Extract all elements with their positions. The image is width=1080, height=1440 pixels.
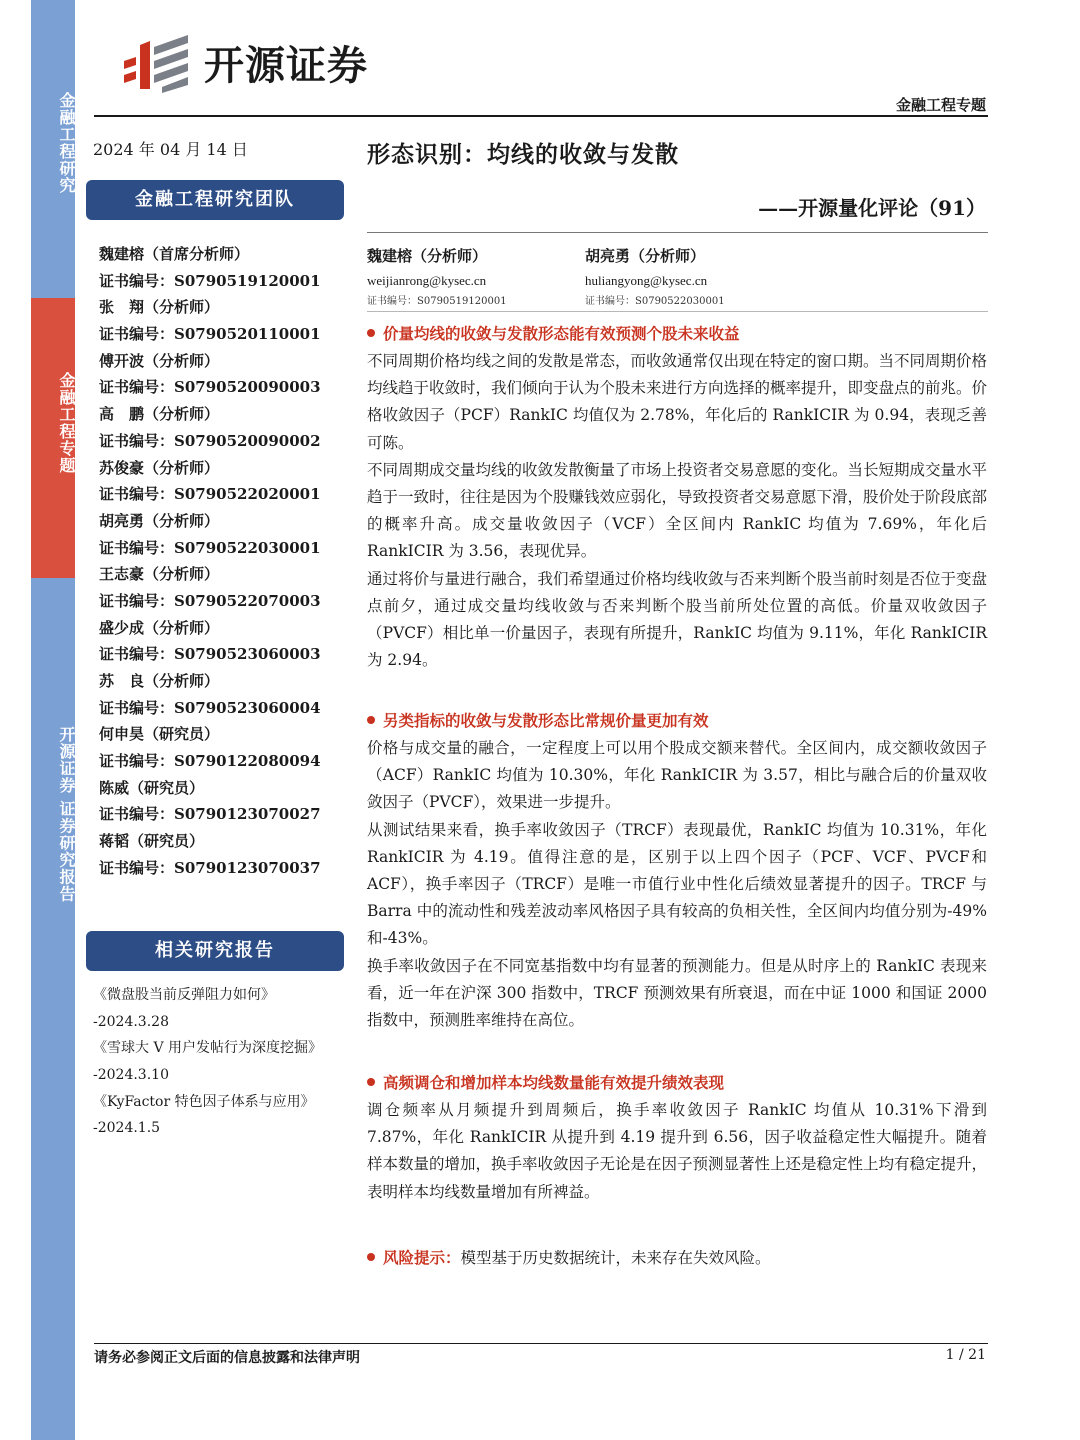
risk-note bbox=[367, 1244, 987, 1272]
related-report-date: -2024.3.10 bbox=[93, 1067, 169, 1084]
side-label-research: 金融工程研究 bbox=[57, 92, 76, 194]
team-member: 魏建榕（首席分析师） bbox=[99, 245, 250, 263]
author-email[interactable]: huliangyong@kysec.cn bbox=[585, 273, 708, 288]
team-member-cert: 证书编号：S0790523060004 bbox=[99, 698, 321, 717]
team-member-cert: 证书编号：S0790520090002 bbox=[99, 431, 321, 450]
author-card bbox=[585, 243, 725, 311]
header-divider bbox=[94, 115, 988, 117]
report-subtitle: ——开源量化评论（91） bbox=[758, 196, 986, 220]
section-paragraph: 不同周期价格均线之间的发散是常态，而收敛通常仅出现在特定的窗口期。当不同周期价格均线趋于收敛时，我们倾向于认为个股未来进行方向选择的概率提升，即变盘点的前兆。价格收敛因子（PCF）RankIC 均值仅为 2.78%，年化后的 RankICIR 为 0.94，表现乏善可陈。 bbox=[367, 352, 988, 452]
team-member-cert: 证书编号：S0790522020001 bbox=[99, 485, 321, 504]
section-paragraph: 从测试结果来看，换手率收敛因子（TRCF）表现最优，RankIC 均值为 10.31%，年化 RankICIR 为 4.19。值得注意的是，区别于以上四个因子（PCF、VCF、PVCF和 ACF），换手率因子（TRCF）是唯一市值行业中性化后绩效显著提升的因子。TRCF 与 Barra 中的流动性和残差波动率风格因子具有较高的负相关性，全区间内均值分别为-49%和-43%。 bbox=[367, 820, 987, 948]
report-date: 2024 年 04 月 14 日 bbox=[93, 140, 248, 159]
side-strip-bottom bbox=[31, 578, 75, 1440]
side-strip-mid bbox=[31, 298, 75, 578]
team-member-cert: 证书编号：S0790520110001 bbox=[99, 325, 321, 344]
summary-section bbox=[367, 320, 987, 674]
related-report-link[interactable]: 《微盘股当前反弹阻力如何》 bbox=[93, 987, 275, 1003]
author-name: 魏建榕（分析师） bbox=[367, 247, 488, 265]
team-member: 胡亮勇（分析师） bbox=[99, 511, 220, 530]
team-member-cert: 证书编号：S0790522070003 bbox=[99, 591, 321, 610]
related-banner: 相关研究报告 bbox=[86, 931, 344, 971]
author-cert: 证书编号：S0790519120001 bbox=[367, 296, 507, 307]
header-tag: 金融工程专题 bbox=[895, 96, 986, 114]
brand-name: 开源证券 bbox=[204, 42, 368, 89]
title-divider bbox=[367, 232, 988, 233]
team-member-cert: 证书编号：S0790522030001 bbox=[99, 538, 321, 557]
report-title: 形态识别：均线的收敛与发散 bbox=[367, 141, 679, 168]
team-member-cert: 证书编号：S0790123070027 bbox=[99, 805, 321, 824]
team-member: 蒋韬（研究员） bbox=[99, 832, 205, 851]
summary-section bbox=[367, 1069, 987, 1206]
team-member: 张 翔（分析师） bbox=[99, 298, 220, 317]
author-divider bbox=[367, 311, 988, 312]
team-member: 王志豪（分析师） bbox=[99, 565, 220, 584]
team-list bbox=[99, 241, 349, 882]
team-member: 高 鹏（分析师） bbox=[99, 405, 220, 424]
team-member: 苏俊豪（分析师） bbox=[99, 458, 220, 477]
team-banner: 金融工程研究团队 bbox=[86, 180, 344, 220]
section-heading: 高频调仓和增加样本均线数量能有效提升绩效表现 bbox=[367, 1069, 987, 1097]
risk-section bbox=[367, 1244, 987, 1272]
risk-text: 模型基于历史数据统计，未来存在失效风险。 bbox=[460, 1249, 771, 1267]
team-member: 何申昊（研究员） bbox=[99, 725, 220, 744]
bullet-icon bbox=[367, 1078, 375, 1086]
bullet-icon bbox=[367, 716, 375, 724]
author-email[interactable]: weijianrong@kysec.cn bbox=[367, 273, 487, 288]
side-label-report: 开源证券 证券研究报告 bbox=[57, 726, 76, 903]
section-paragraph: 价格与成交量的融合，一定程度上可以用个股成交额来替代。全区间内，成交额收敛因子（ACF）RankIC 均值为 10.30%，年化 RankICIR 为 3.57，相比与融合后的价量双收敛因子（PVCF），效果进一步提升。 bbox=[367, 739, 987, 812]
author-name: 胡亮勇（分析师） bbox=[585, 247, 706, 265]
side-label-topic: 金融工程专题 bbox=[57, 372, 76, 474]
author-card bbox=[367, 243, 507, 311]
team-member: 苏 良（分析师） bbox=[99, 672, 220, 690]
related-reports bbox=[93, 982, 343, 1142]
author-cert: 证书编号：S0790522030001 bbox=[585, 296, 725, 307]
team-member: 傅开波（分析师） bbox=[99, 351, 220, 370]
team-member: 陈威（研究员） bbox=[99, 778, 205, 797]
footer-disclaimer: 请务必参阅正文后面的信息披露和法律声明 bbox=[94, 1350, 360, 1366]
section-paragraph: 不同周期成交量均线的收敛发散衡量了市场上投资者交易意愿的变化。当长短期成交量水平趋于一致时，往往是因为个股赚钱效应弱化，导致投资者交易意愿下滑，股价处于阶段底部的概率升高。成交量收敛因子（VCF）全区间内 RankIC 均值为 7.69%，年化后 RankICIR 为 3.56，表现优异。 bbox=[367, 460, 988, 561]
section-paragraph: 调仓频率从月频提升到周频后，换手率收敛因子 RankIC 均值从 10.31%下滑到 7.87%，年化 RankICIR 从提升到 4.19 提升到 6.56，因子收益稳定性大幅提升。随着样本数量的增加，换手率收敛因子无论是在因子预测显著性上还是稳定性上均有稳定提升，表明样本均线数量增加有所裨益。 bbox=[367, 1101, 988, 1201]
kysec-logo-icon bbox=[122, 31, 194, 93]
summary-section bbox=[367, 707, 987, 1034]
bullet-icon bbox=[367, 329, 375, 337]
team-member-cert: 证书编号：S0790122080094 bbox=[99, 752, 321, 771]
footer-divider bbox=[94, 1343, 988, 1344]
team-member-cert: 证书编号：S0790519120001 bbox=[99, 271, 321, 290]
related-report-date: -2024.3.28 bbox=[93, 1013, 169, 1030]
related-report-link[interactable]: 《雪球大 V 用户发帖行为深度挖掘》 bbox=[93, 1040, 323, 1057]
team-member-cert: 证书编号：S0790523060003 bbox=[99, 645, 321, 664]
page-number: 1 / 21 bbox=[945, 1347, 986, 1363]
section-heading: 另类指标的收敛与发散形态比常规价量更加有效 bbox=[367, 707, 987, 735]
section-paragraph: 换手率收敛因子在不同宽基指数中均有显著的预测能力。但是从时序上的 RankIC 表现来看，近一年在沪深 300 指数中，TRCF 预测效果有所衰退，而在中证 1000 和国证 2000 指数中，预测胜率维持在高位。 bbox=[367, 956, 987, 1030]
section-paragraph: 通过将价与量进行融合，我们希望通过价格均线收敛与否来判断个股当前时刻是否位于变盘点前夕，通过成交量均线收敛与否来判断个股当前所处位置的高低。价量双收敛因子（PVCF）相比单一价量因子，表现有所提升，RankIC 均值为 9.11%，年化 RankICIR 为 2.94。 bbox=[367, 569, 988, 670]
side-strip bbox=[31, 0, 75, 1440]
risk-label: 风险提示： bbox=[383, 1248, 461, 1267]
side-strip-top bbox=[31, 0, 75, 298]
bullet-icon bbox=[367, 1253, 375, 1261]
team-member-cert: 证书编号：S0790123070037 bbox=[99, 858, 321, 877]
team-member-cert: 证书编号：S0790520090003 bbox=[99, 378, 321, 397]
related-report-link[interactable]: 《KyFactor 特色因子体系与应用》 bbox=[93, 1093, 315, 1110]
team-member: 盛少成（分析师） bbox=[99, 618, 220, 637]
section-heading: 价量均线的收敛与发散形态能有效预测个股未来收益 bbox=[367, 320, 987, 348]
related-report-date: -2024.1.5 bbox=[93, 1120, 161, 1137]
brand-logo bbox=[122, 30, 368, 94]
